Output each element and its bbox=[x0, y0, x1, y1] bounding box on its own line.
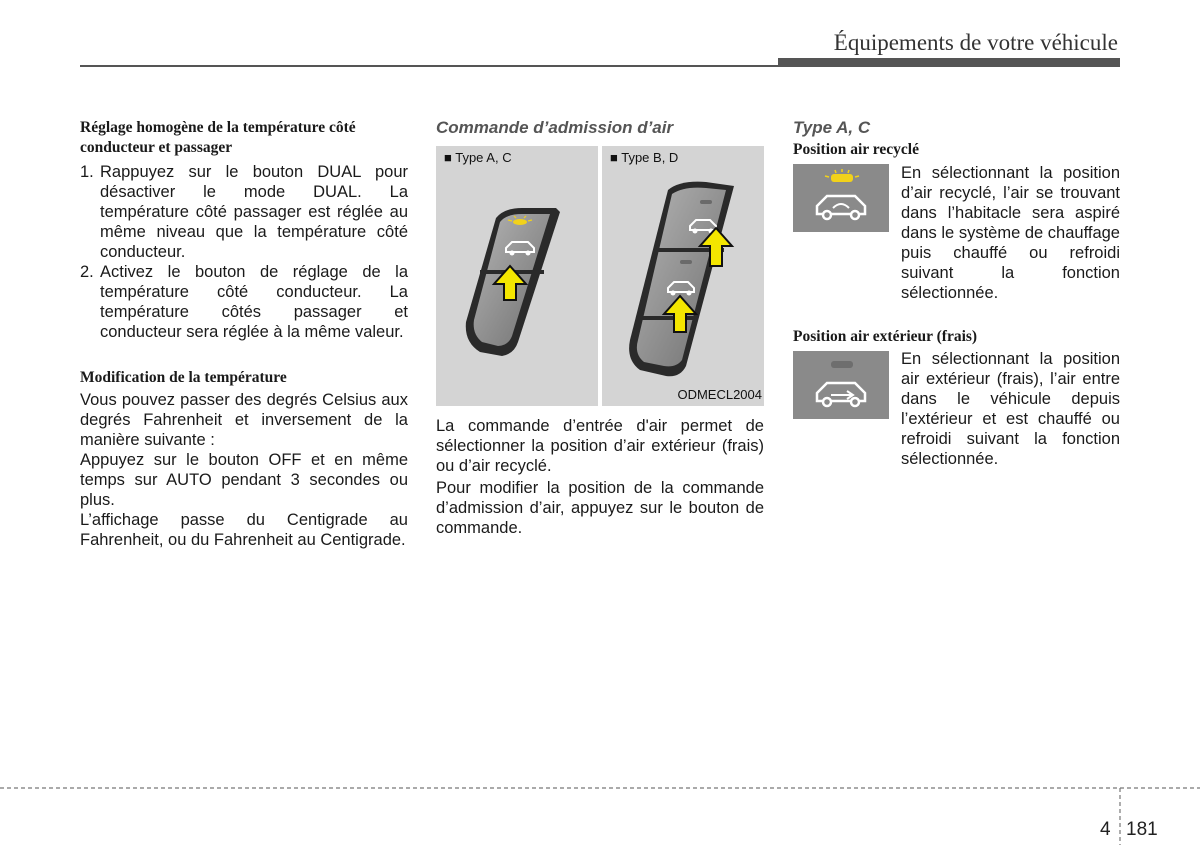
section-heading-homogeneous-temp: Réglage homogène de la température côté conducteur et passager bbox=[80, 119, 356, 156]
panel-label: ■ Type B, D bbox=[610, 150, 679, 165]
fresh-air-description bbox=[901, 349, 1120, 469]
section-heading-fresh-air: Position air extérieur (frais) bbox=[793, 328, 978, 345]
column-right bbox=[793, 118, 1120, 160]
header-rule-bar bbox=[778, 58, 1120, 67]
page-header-title: Équipements de votre véhicule bbox=[833, 30, 1118, 55]
paragraph: En sélectionnant la position d’air recyclé, l’air se trouvant dans l’habitacle sera aspiré dans le système de chauffage puis chauffé ou refroidi suivant la fonction sélectionnée. bbox=[901, 164, 1120, 302]
switch-illustration-ac bbox=[436, 146, 598, 406]
paragraph: En sélectionnant la position air extérieur (frais), l’air entre dans le véhicule depuis l’extérieur et est chauffé ou refroidi suivant la fonction sélectionnée. bbox=[901, 350, 1120, 468]
list-item-text: Activez le bouton de réglage de la température côté conducteur. La température côtés passager et conducteur sera réglée à la même valeur. bbox=[100, 263, 408, 341]
section-fresh-air bbox=[793, 327, 1120, 347]
column-middle bbox=[436, 118, 764, 138]
paragraph: Pour modifier la position de la commande d’admission d’air, appuyez sur le bouton de commande. bbox=[436, 479, 764, 537]
fresh-air-icon bbox=[793, 351, 889, 419]
chapter-number: 4 bbox=[1100, 819, 1111, 840]
figure-panel-type-bd bbox=[602, 146, 764, 406]
recirculation-button-image bbox=[793, 164, 889, 232]
figure-panel-type-ac bbox=[436, 146, 598, 406]
section-heading-air-intake: Commande d’admission d’air bbox=[436, 118, 674, 137]
section-heading-temp-modification: Modification de la température bbox=[80, 369, 287, 386]
figure-code: ODMECL2004 bbox=[677, 387, 762, 402]
paragraph: L’affichage passe du Centigrade au Fahrenheit, ou du Fahrenheit au Centigrade. bbox=[80, 511, 408, 549]
page-number: 181 bbox=[1126, 819, 1158, 840]
switch-illustration-bd bbox=[602, 146, 764, 406]
column-left bbox=[80, 118, 408, 550]
footer-rules bbox=[0, 785, 1200, 845]
air-intake-figure bbox=[436, 146, 764, 406]
list-item bbox=[80, 162, 408, 262]
recirculation-icon bbox=[793, 164, 889, 232]
paragraph: La commande d’entrée d'air permet de sélectionner la position d’air extérieur (frais) ou d’air recyclé. bbox=[436, 417, 764, 475]
list-item-number: 2. bbox=[80, 263, 94, 281]
paragraph: Vous pouvez passer des degrés Celsius aux degrés Fahrenheit et inversement de la manière suivante : bbox=[80, 391, 408, 449]
column-middle-text bbox=[436, 416, 764, 538]
instruction-list bbox=[80, 162, 408, 342]
list-item bbox=[80, 262, 408, 342]
type-heading: Type A, C bbox=[793, 118, 871, 137]
section-heading-recirculation: Position air recyclé bbox=[793, 141, 919, 158]
list-item-text: Rappuyez sur le bouton DUAL pour désactiver le mode DUAL. La température côté passager est réglée au même niveau que la température côté conducteur. bbox=[100, 163, 408, 261]
list-item-number: 1. bbox=[80, 163, 94, 181]
panel-label: ■ Type A, C bbox=[444, 150, 512, 165]
recirculation-description bbox=[901, 163, 1120, 303]
fresh-air-button-image bbox=[793, 351, 889, 419]
paragraph: Appuyez sur le bouton OFF et en même temps sur AUTO pendant 3 secondes ou plus. bbox=[80, 451, 408, 509]
header-rule bbox=[80, 65, 780, 67]
